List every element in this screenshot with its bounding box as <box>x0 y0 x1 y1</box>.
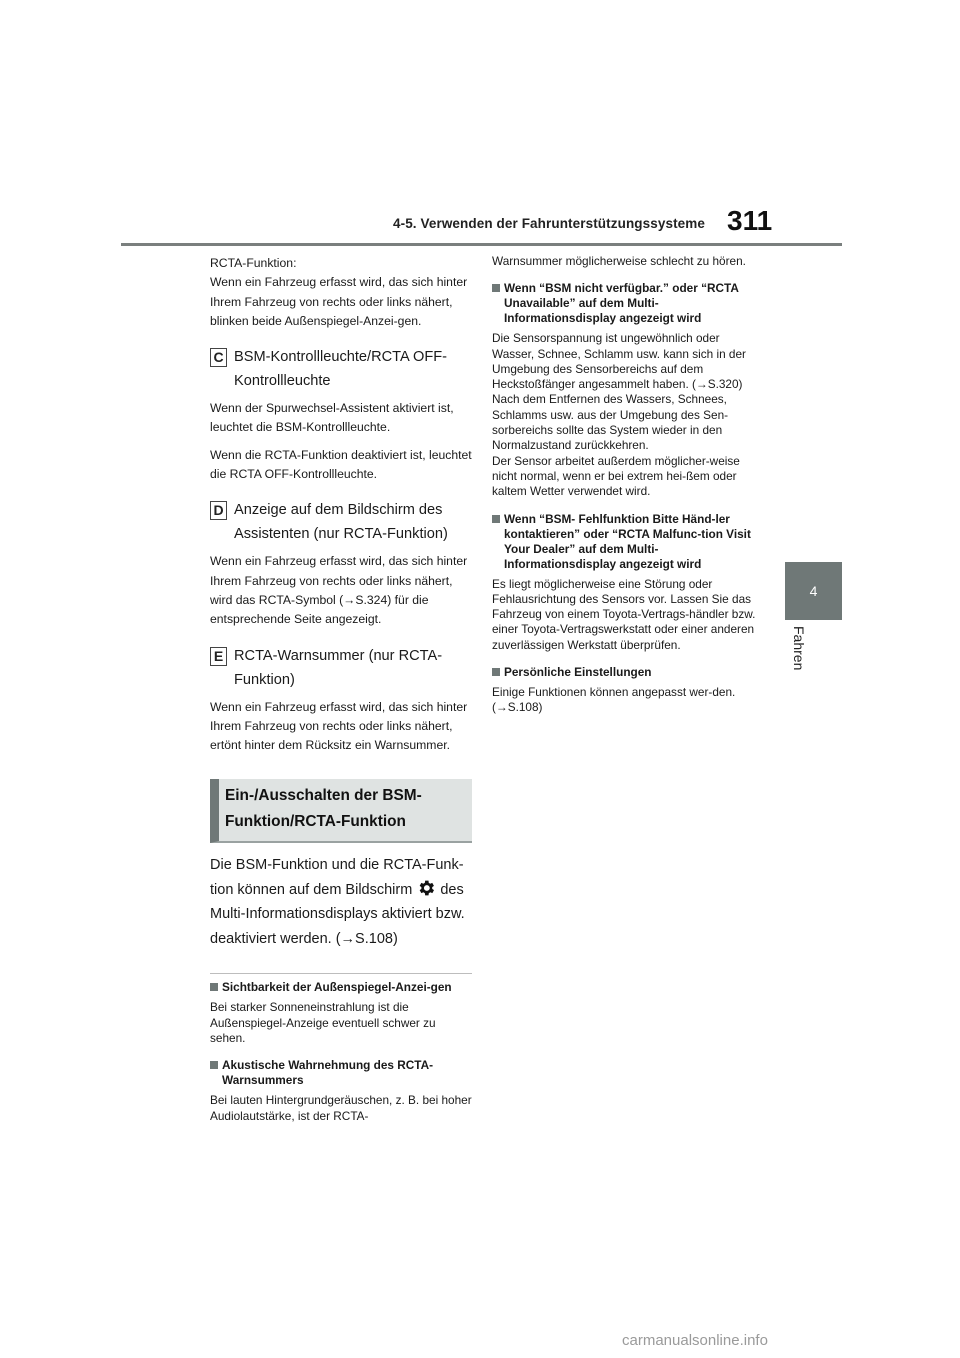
item-e <box>210 644 472 756</box>
letter-e-badge: E <box>210 647 227 666</box>
note-body: Einige Funktionen können angepasst wer-den. (→S.108) <box>492 685 736 715</box>
header-section-title: 4-5. Verwenden der Fahrunterstützungssysteme <box>393 216 705 231</box>
square-bullet-icon <box>210 983 218 991</box>
section-title: Ein-/Ausschalten der BSM-Funktion/RCTA-Funktion <box>225 787 422 831</box>
note-heading <box>492 512 760 572</box>
square-bullet-icon <box>210 1061 218 1069</box>
note-title: Wenn “BSM nicht verfügbar.” oder “RCTA Unavailable” auf dem Multi-Informationsdisplay angezeigt wird <box>504 281 739 326</box>
note-line: Der Sensor arbeitet außerdem möglicher-weise nicht normal, wenn er bei extrem hei-ßem oder kaltem Wetter verwendet wird. <box>492 453 740 499</box>
note-title: Wenn “BSM- Fehlfunktion Bitte Händ-ler kontaktieren” oder “RCTA Malfunc-tion Visit Your Dealer” auf dem Multi-Informationsdisplay angezeigt wird <box>504 511 751 571</box>
lead-text-end: des Multi-Informationsdisplays aktiviert bzw. deaktiviert werden. (→S.108) <box>210 881 465 947</box>
note-body: Bei lauten Hintergrundgeräuschen, z. B. bei hoher Audiolautstärke, ist der RCTA- <box>210 1093 472 1123</box>
note-body <box>492 331 760 499</box>
item-c-text-1: Wenn der Spurwechsel-Assistent aktiviert ist, leuchtet die BSM-Kontrollleuchte. <box>210 401 454 435</box>
note-heading <box>210 1058 472 1088</box>
section-heading-box <box>210 779 472 843</box>
note-heading <box>210 980 472 995</box>
square-bullet-icon <box>492 515 500 523</box>
letter-c-badge: C <box>210 348 227 367</box>
note-title: Akustische Wahrnehmung des RCTA-Warnsummers <box>222 1058 434 1088</box>
item-c-title: BSM-Kontrollleuchte/RCTA OFF-Kontrollleuchte <box>234 349 448 390</box>
item-c-text-2: Wenn die RCTA-Funktion deaktiviert ist, leuchtet die RCTA OFF-Kontrollleuchte. <box>210 447 472 482</box>
item-d <box>210 498 472 629</box>
right-column <box>492 254 760 728</box>
note-heading <box>492 281 760 326</box>
notes-divider <box>210 973 472 974</box>
item-c <box>210 345 472 484</box>
item-e-title: RCTA-Warnsummer (nur RCTA-Funktion) <box>234 647 443 688</box>
watermark: carmanualsonline.info <box>622 1332 768 1349</box>
item-d-text-1: Wenn ein Fahrzeug erfasst wird, das sich hinter Ihrem Fahrzeug von rechts oder links nähert, wird das RCTA-Symbol (→S.324) für die entsprechende Seite angezeigt. <box>210 554 468 627</box>
square-bullet-icon <box>492 284 500 292</box>
square-bullet-icon <box>492 668 500 676</box>
note-body: Es liegt möglicherweise eine Störung oder Fehlausrichtung des Sensors vor. Lassen Sie das Fahrzeug von einem Toyota-Vertrags-händler bzw. einer Toyota-Vertragswerkstatt oder einer anderen zuverlässigen Werkstatt überprüfen. <box>492 576 756 652</box>
continuation-text: Warnsummer möglicherweise schlecht zu hören. <box>492 254 746 268</box>
section-lead <box>210 853 472 951</box>
chapter-label: Fahren <box>791 626 807 671</box>
note-line: Nach dem Entfernen des Wassers, Schnees, Schlamms usw. aus der Umgebung des Sen-sorbereichs sollte das System wieder in den Normalzustand zurückkehren. <box>492 392 729 453</box>
letter-d-badge: D <box>210 501 227 520</box>
intro-line-2: Wenn ein Fahrzeug erfasst wird, das sich hinter Ihrem Fahrzeug von rechts oder links nähert, blinken beide Außenspiegel-Anzei-gen. <box>210 275 468 328</box>
note-line: Die Sensorspannung ist ungewöhnlich oder Wasser, Schnee, Schlamm usw. kann sich in der Umgebung des Sensorbereichs auf dem Heckstoßfänger angesammelt haben. (→S.320) <box>492 331 746 392</box>
note-title: Persönliche Einstellungen <box>504 665 652 680</box>
left-column <box>210 254 472 1136</box>
chapter-tab <box>785 562 842 620</box>
note-heading <box>492 665 760 680</box>
header-rule <box>121 243 842 246</box>
note-title: Sichtbarkeit der Außenspiegel-Anzei-gen <box>222 980 452 995</box>
note-body: Bei starker Sonneneinstrahlung ist die Außenspiegel-Anzeige eventuell schwer zu sehen. <box>210 1000 436 1046</box>
page-number: 311 <box>727 205 773 236</box>
chapter-number: 4 <box>809 583 818 599</box>
intro-line-1: RCTA-Funktion: <box>210 256 297 270</box>
item-e-text-1: Wenn ein Fahrzeug erfasst wird, das sich hinter Ihrem Fahrzeug von rechts oder links nähert, ertönt hinter dem Rücksitz ein Warnsummer. <box>210 699 468 753</box>
gear-icon <box>416 878 436 898</box>
lead-text-start: Die BSM-Funktion und die RCTA-Funk-tion können auf dem Bildschirm <box>210 857 464 898</box>
item-d-title: Anzeige auf dem Bildschirm des Assistenten (nur RCTA-Funktion) <box>234 502 448 543</box>
